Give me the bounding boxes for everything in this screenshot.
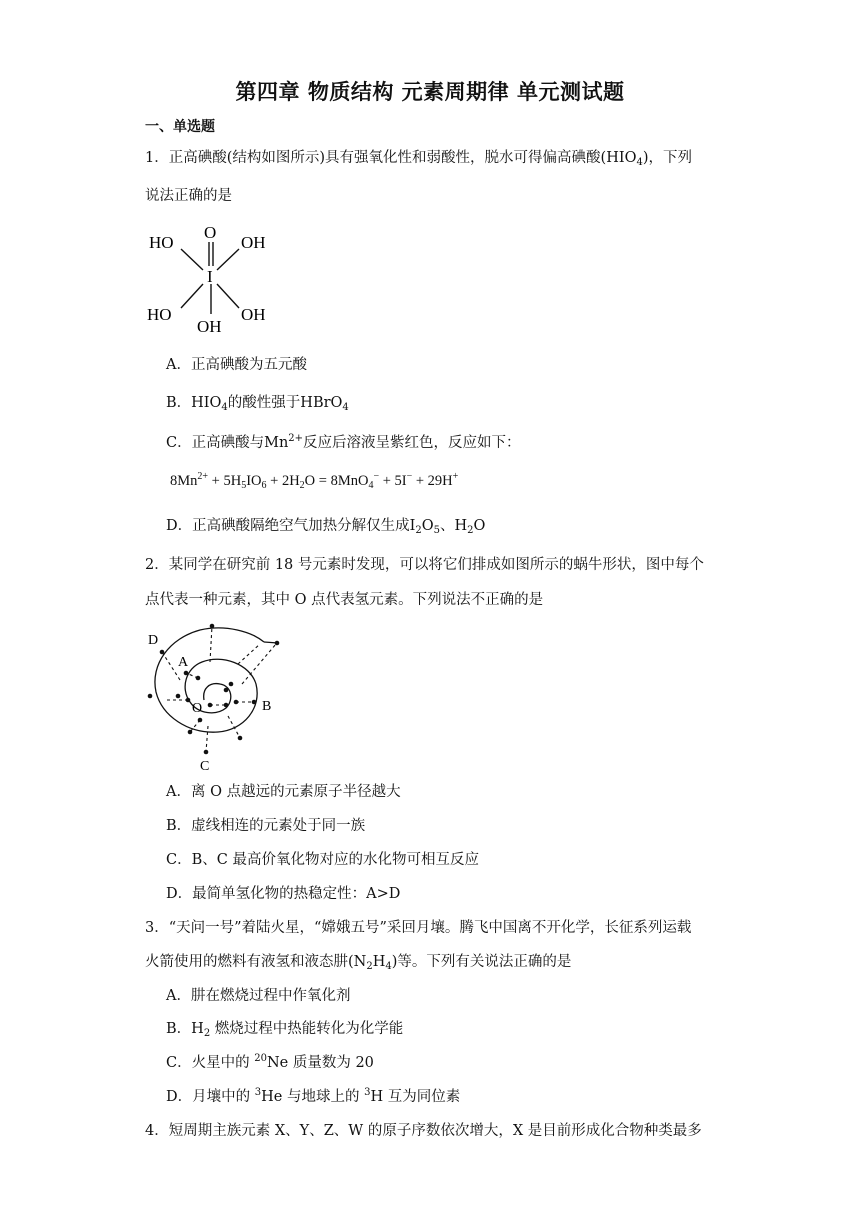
q2-stem-line1: 2．某同学在研究前 18 号元素时发现，可以将它们排成如图所示的蜗牛形状，图中每个 — [145, 557, 704, 573]
q2-option-a: A．离 O 点越远的元素原子半径越大 — [166, 784, 401, 800]
q3-stem-line1: 3．“天问一号”着陆火星，“嫦娥五号”采回月壤。腾飞中国离不开化学，长征系列运载 — [145, 920, 692, 936]
q3-option-b: B．$H_2$ 燃烧过程中热能转化为化学能 — [166, 1021, 404, 1039]
oh-group-bottom: OH — [197, 317, 222, 336]
q1-stem-line2: 说法正确的是 — [145, 188, 232, 204]
iodine-atom-label: I — [207, 267, 213, 286]
ho-group-bottom-left: HO — [147, 305, 172, 324]
label-o: O — [192, 701, 203, 716]
section-heading: 一、单选题 — [145, 119, 215, 135]
q1-option-a: A．正高碘酸为五元酸 — [166, 357, 307, 373]
label-b: B — [262, 699, 272, 714]
label-d: D — [148, 633, 159, 648]
q3-stem-line2: 火箭使用的燃料有液氢和液态肼$(N_2H_4)$等。下列有关说法正确的是 — [145, 954, 572, 972]
label-c: C — [200, 759, 210, 773]
q3-option-a: A．肼在燃烧过程中作氧化剂 — [166, 988, 351, 1004]
q2-option-b: B．虚线相连的元素处于同一族 — [166, 818, 366, 834]
page-title: 第四章 物质结构 元素周期律 单元测试题 — [235, 80, 625, 104]
periodic-acid-structure-figure — [145, 222, 275, 337]
q2-option-d: D．最简单氢化物的热稳定性：A>D — [166, 886, 401, 902]
snail-periodic-figure — [140, 618, 290, 773]
q3-option-c: C．火星中的 $^{20}$Ne 质量数为 20 — [166, 1053, 374, 1071]
oxygen-atom-label: O — [204, 223, 217, 242]
q1-reaction-equation: $8Mn^{2+} + 5H_5IO_6 + 2H_2O = 8MnO_4^- + 5I^- + 29H^+$ — [170, 471, 459, 491]
oh-group-top-right: OH — [241, 233, 266, 252]
q1-option-d: D．正高碘酸隔绝空气加热分解仅生成$I_2O_5$、$H_2O$ — [166, 518, 486, 536]
q4-stem-line1: 4．短周期主族元素 X、Y、Z、W 的原子序数依次增大，X 是目前形成化合物种类最多 — [145, 1123, 702, 1139]
label-a: A — [178, 655, 189, 670]
q3-option-d: D．月壤中的 $^3$He 与地球上的 $^3$H 互为同位素 — [166, 1087, 461, 1105]
q1-stem-line1: 1．正高碘酸(结构如图所示)具有强氧化性和弱酸性，脱水可得偏高碘酸$(HIO_4)$，下列 — [145, 150, 693, 168]
ho-group-top-left: HO — [149, 233, 174, 252]
oh-group-bottom-right: OH — [241, 305, 266, 324]
q2-option-c: C．B、C 最高价氧化物对应的水化物可相互反应 — [166, 852, 479, 868]
q2-stem-line2: 点代表一种元素，其中 O 点代表氢元素。下列说法不正确的是 — [145, 592, 544, 608]
q1-option-c: C．正高碘酸与$Mn^{2+}$反应后溶液呈紫红色，反应如下： — [166, 433, 521, 451]
q1-option-b: B．$HIO_4$的酸性强于HBrO$_4$ — [166, 395, 349, 413]
